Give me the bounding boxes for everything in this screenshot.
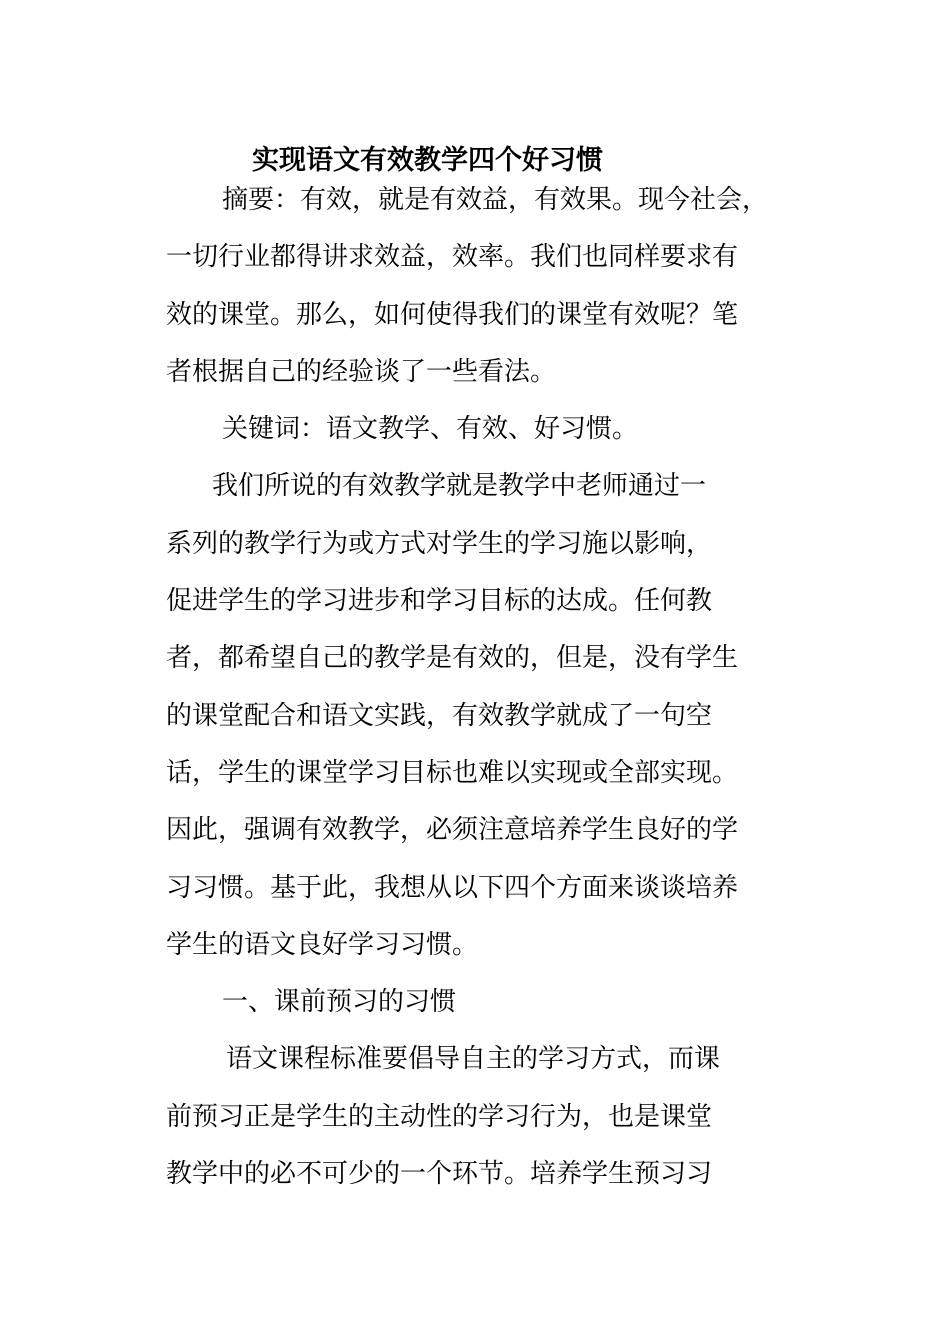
section-line-3: 教学中的必不可少的一个环节。培养学生预习习 — [166, 1159, 713, 1190]
paragraph-line-6: 话，学生的课堂学习目标也难以实现或全部实现。 — [166, 757, 739, 788]
abstract-line-4: 者根据自己的经验谈了一些看法。 — [166, 356, 557, 387]
paragraph-line-7: 因此，强调有效教学，必须注意培养学生良好的学 — [166, 815, 739, 846]
paragraph-line-2: 系列的教学行为或方式对学生的学习施以影响， — [166, 528, 713, 559]
abstract-line-3: 效的课堂。那么，如何使得我们的课堂有效呢？笔 — [166, 299, 739, 330]
paragraph-line-8: 习习惯。基于此，我想从以下四个方面来谈谈培养 — [166, 872, 739, 903]
document-title: 实现语文有效教学四个好习惯 — [252, 145, 603, 176]
keywords-line: 关键词：语文教学、有效、好习惯。 — [222, 414, 639, 445]
abstract-line-1: 摘要：有效，就是有效益，有效果。现今社会， — [222, 185, 769, 215]
abstract-line-2: 一切行业都得讲求效益，效率。我们也同样要求有 — [166, 242, 739, 273]
document-body — [166, 172, 788, 1203]
section-line-2: 前预习正是学生的主动性的学习行为，也是课堂 — [166, 1101, 713, 1132]
paragraph-line-3: 促进学生的学习进步和学习目标的达成。任何教 — [166, 586, 713, 617]
section-line-1: 语文课程标准要倡导自主的学习方式，而课 — [226, 1044, 721, 1075]
paragraph-line-9: 学生的语文良好学习习惯。 — [166, 929, 479, 960]
paragraph-line-1: 我们所说的有效教学就是教学中老师通过一 — [212, 471, 707, 502]
section-heading-1: 一、课前预习的习惯 — [222, 987, 457, 1018]
paragraph-line-4: 者，都希望自己的教学是有效的，但是，没有学生 — [166, 643, 739, 674]
paragraph-line-5: 的课堂配合和语文实践，有效教学就成了一句空 — [166, 700, 713, 731]
